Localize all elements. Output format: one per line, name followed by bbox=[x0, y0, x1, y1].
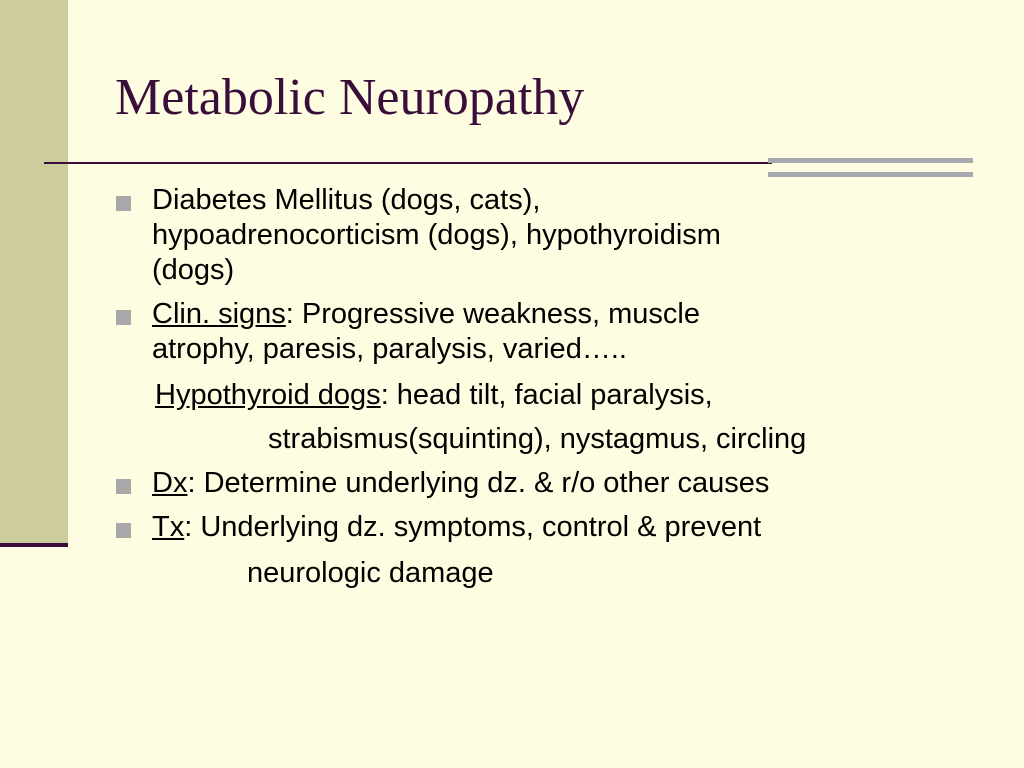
dx-text: : Determine underlying dz. & r/o other causes bbox=[187, 467, 770, 499]
tx-label: Tx bbox=[152, 511, 185, 543]
bullet-line: (dogs) bbox=[152, 254, 235, 286]
square-bullet-icon bbox=[116, 523, 131, 538]
bullet-line: atrophy, paresis, paralysis, varied….. bbox=[152, 333, 627, 365]
title-divider bbox=[44, 162, 772, 164]
title-accent-bar-top bbox=[768, 158, 973, 163]
bullet-clinical-signs bbox=[152, 297, 952, 367]
sub-point-hypothyroid-continuation: strabismus(squinting), nystagmus, circling bbox=[268, 423, 807, 455]
bullet-dx bbox=[152, 466, 952, 501]
square-bullet-icon bbox=[116, 310, 131, 325]
clin-signs-label: Clin. signs bbox=[152, 298, 286, 330]
bullet-line bbox=[152, 297, 952, 332]
bullet-line bbox=[152, 466, 952, 501]
bullet-diabetes bbox=[152, 183, 952, 288]
bullet-line: hypoadrenocorticism (dogs), hypothyroidism bbox=[152, 219, 721, 251]
square-bullet-icon bbox=[116, 196, 131, 211]
bullet-line bbox=[152, 510, 952, 545]
bullet-tx bbox=[152, 510, 952, 545]
tx-continuation: neurologic damage bbox=[247, 557, 494, 589]
tx-text: : Underlying dz. symptoms, control & prevent bbox=[184, 511, 762, 543]
title-accent-bar-bottom bbox=[768, 172, 973, 177]
left-band-accent-line bbox=[0, 543, 68, 547]
hypothyroid-label: Hypothyroid dogs bbox=[155, 379, 381, 411]
slide-title: Metabolic Neuropathy bbox=[115, 69, 585, 126]
dx-label: Dx bbox=[152, 467, 188, 499]
left-decorative-band bbox=[0, 0, 68, 545]
square-bullet-icon bbox=[116, 479, 131, 494]
sub-point-hypothyroid bbox=[155, 378, 713, 413]
clin-signs-text: : Progressive weakness, muscle bbox=[285, 298, 700, 330]
bullet-line: Diabetes Mellitus (dogs, cats), bbox=[152, 184, 541, 216]
hypothyroid-text: : head tilt, facial paralysis, bbox=[380, 379, 713, 411]
